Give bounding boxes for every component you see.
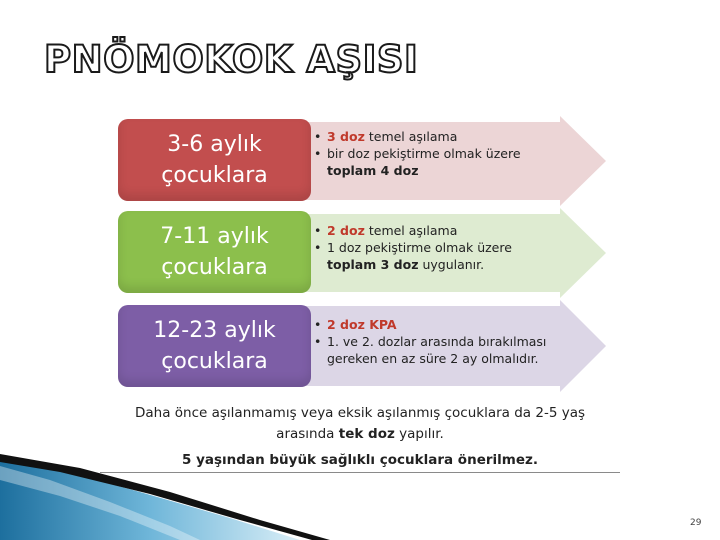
dose-bullets-7-11 [314, 222, 512, 273]
dose-bullets-12-23 [314, 316, 546, 367]
bullet-item: • 2 doz KPA [314, 316, 546, 333]
bullet-item: • 3 doz temel aşılama [314, 128, 521, 145]
age-label-line2: çocuklara [161, 255, 268, 280]
dose-bullets-3-6 [314, 128, 521, 179]
page-number: 29 [690, 518, 702, 528]
page-title: PNÖMOKOK AŞISI [44, 38, 419, 81]
bullet-item: • 2 doz temel aşılama [314, 222, 512, 239]
bullet-item: • 1. ve 2. dozlar arasında bırakılması gereken en az süre 2 ay olmalıdır. [314, 333, 546, 367]
age-label-line2: çocuklara [161, 349, 268, 374]
bullet-item: • 1 doz pekiştirme olmak üzere toplam 3 doz uygulanır. [314, 239, 512, 273]
dose-row-3-6 [0, 116, 720, 206]
age-label-line2: çocuklara [161, 163, 268, 188]
age-label-line1: 7-11 aylık [160, 224, 269, 249]
dose-row-12-23 [0, 300, 720, 392]
dose-row-7-11 [0, 208, 720, 298]
note-line-1: Daha önce aşılanmamış veya eksik aşılanmış çocuklara da 2-5 yaş [134, 405, 586, 421]
age-box-3-6 [118, 119, 311, 201]
age-label-line1: 12-23 aylık [153, 318, 276, 343]
bullet-item: • bir doz pekiştirme olmak üzere toplam 4 doz [314, 145, 521, 179]
age-box-12-23 [118, 305, 311, 387]
note-line-2: arasında tek doz yapılır. [276, 426, 444, 442]
note-line-3: 5 yaşından büyük sağlıklı çocuklara önerilmez. [182, 452, 538, 468]
age-box-7-11 [118, 211, 311, 293]
age-label-line1: 3-6 aylık [167, 132, 262, 157]
decorative-swoosh [0, 440, 720, 540]
